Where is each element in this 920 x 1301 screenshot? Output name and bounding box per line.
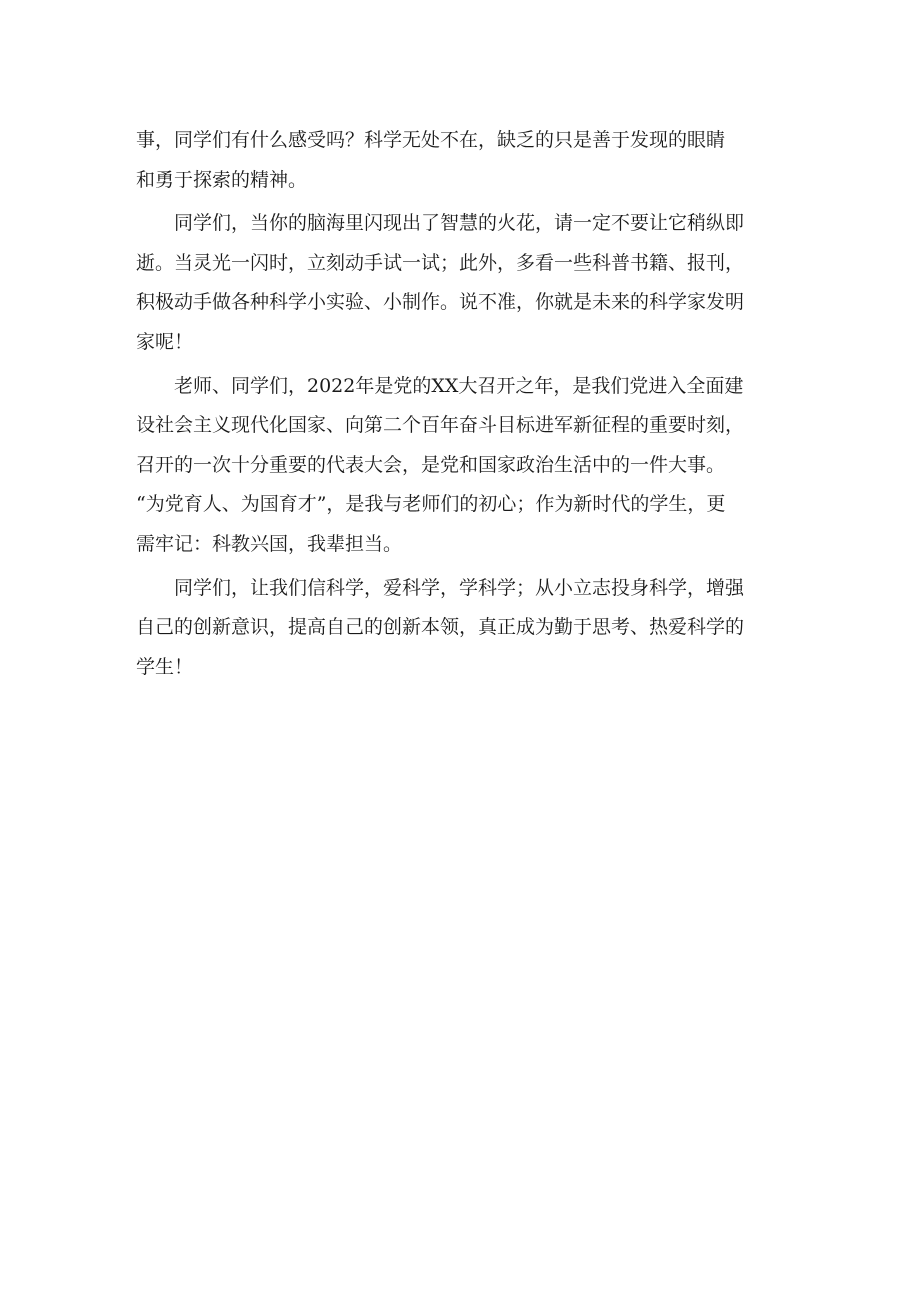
paragraph-4-line-2: 自己的创新意识，提高自己的创新本领，真正成为勤于思考、热爱科学的 [136, 616, 745, 639]
paragraph-2-line-3: 积极动手做各种科学小实验、小制作。说不准，你就是未来的科学家发明 [136, 291, 745, 314]
paragraph-1-line-2: 和勇于探索的精神。 [136, 168, 308, 191]
paragraph-3-line-5: 需牢记：科教兴国，我辈担当。 [136, 532, 403, 555]
paragraph-4-line-3: 学生！ [136, 655, 194, 678]
paragraph-1-line-1: 事，同学们有什么感受吗？科学无处不在，缺乏的只是善于发现的眼睛 [136, 129, 726, 151]
document-body [136, 121, 792, 691]
paragraph-3-line-1: 老师、同学们，2022年是党的XX大召开之年，是我们党进入全面建 [174, 374, 744, 397]
paragraph-2-line-2: 逝。当灵光一闪时，立刻动手试一试；此外，多看一些科普书籍、报刊， [136, 251, 745, 274]
paragraph-2-line-4: 家呢！ [136, 330, 194, 353]
paragraph-4-line-1: 同学们，让我们信科学，爱科学，学科学；从小立志投身科学，增强 [174, 576, 745, 599]
paragraph-3 [136, 367, 792, 565]
paragraph-3-line-3: 召开的一次十分重要的代表大会，是党和国家政治生活中的一件大事。 [136, 453, 726, 476]
paragraph-4 [136, 569, 792, 688]
paragraph-3-line-2: 设社会主义现代化国家、向第二个百年奋斗目标进军新征程的重要时刻， [136, 414, 745, 437]
paragraph-3-line-4: “为党育人、为国育才”，是我与老师们的初心；作为新时代的学生，更 [136, 493, 726, 516]
paragraph-2-line-1: 同学们，当你的脑海里闪现出了智慧的火花，请一定不要让它稍纵即 [174, 212, 745, 235]
paragraph-2 [136, 204, 792, 362]
paragraph-1 [136, 121, 792, 200]
